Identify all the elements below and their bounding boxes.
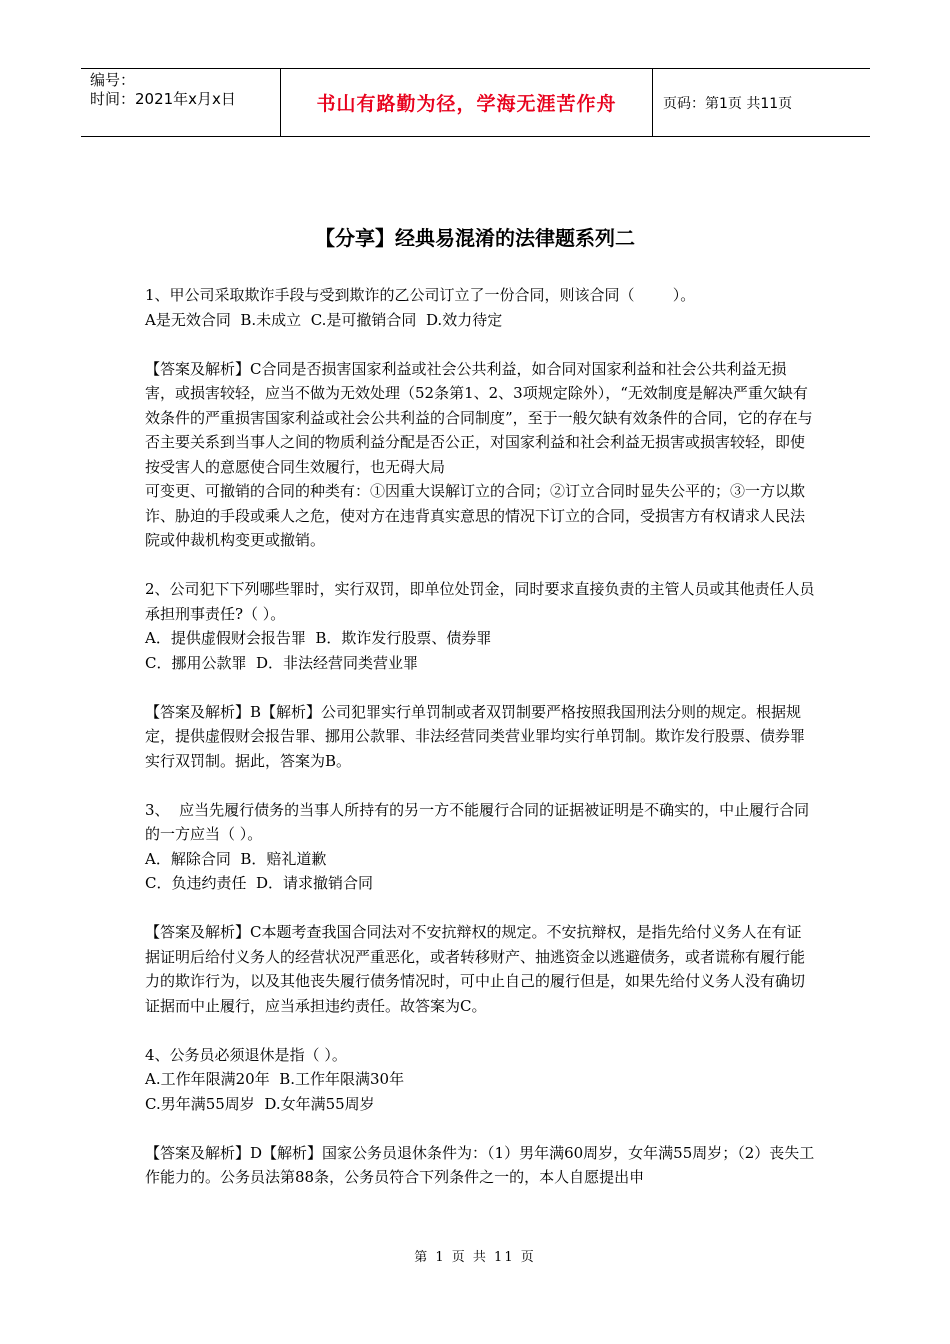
answer-4 <box>145 1141 815 1190</box>
document-body <box>145 283 815 1190</box>
answer-paragraph: 可变更、可撤销的合同的种类有：①因重大误解订立的合同；②订立合同时显失公平的；③一方以欺诈、胁迫的手段或乘人之危，使对方在违背真实意思的情况下订立的合同，受损害方有权请求人民法院或仲裁机构变更或撤销。 <box>145 482 806 549</box>
answer-1 <box>145 357 815 553</box>
question-options: A．解除合同 B．赔礼道歉 <box>145 849 327 868</box>
document-title: 【分享】经典易混淆的法律题系列二 <box>315 226 635 250</box>
question-options: A是无效合同 B.未成立 C.是可撤销合同 D.效力待定 <box>145 310 503 329</box>
question-text: 4、公务员必须退休是指（ ）。 <box>145 1045 347 1064</box>
question-4 <box>145 1043 815 1117</box>
question-2 <box>145 577 815 675</box>
header-motto: 书山有路勤为径，学海无涯苦作舟 <box>281 69 653 136</box>
answer-2 <box>145 700 815 774</box>
page-footer: 第 1 页 共 11 页 <box>414 1250 536 1265</box>
question-options: C．负违约责任 D．请求撤销合同 <box>145 874 374 892</box>
answer-3 <box>145 920 815 1018</box>
question-1 <box>145 283 815 332</box>
question-options: C．挪用公款罪 D．非法经营同类营业罪 <box>145 653 419 672</box>
document-number-label: 编号： <box>90 71 136 89</box>
document-date-label: 时间：2021年x月x日 <box>90 90 236 108</box>
question-text: 1、甲公司采取欺诈手段与受到欺诈的乙公司订立了一份合同，则该合同（ ）。 <box>145 286 696 304</box>
question-text: 2、公司犯下下列哪些罪时，实行双罚，即单位处罚金，同时要求直接负责的主管人员或其他责任人员承担刑事责任?（ ）。 <box>145 580 815 623</box>
answer-paragraph: 【答案及解析】B【解析】公司犯罪实行单罚制或者双罚制要严格按照我国刑法分则的规定。根据规定，提供虚假财会报告罪、挪用公款罪、非法经营同类营业罪均实行单罚制。欺诈发行股票、债券罪实行双罚制。据此，答案为B。 <box>145 702 806 770</box>
question-options: C.男年满55周岁 D.女年满55周岁 <box>145 1094 375 1113</box>
question-3 <box>145 798 815 896</box>
answer-paragraph: 【答案及解析】C合同是否损害国家利益或社会公共利益，如合同对国家利益和社会公共利益无损害，或损害较轻，应当不做为无效处理（52条第1、2、3项规定除外），“无效制度是解决严重欠缺有效条件的严重损害国家利益或社会公共利益的合同制度”，至于一般欠缺有效条件的合同，它的存在与否主要关系到当事人之间的物质利益分配是否公正，对国家利益和社会利益无损害或损害较轻，即使按受害人的意愿使合同生效履行，也无碍大局 <box>145 359 813 476</box>
header-page-info: 页码：第1页 共11页 <box>663 95 793 112</box>
question-options: A．提供虚假财会报告罪 B．欺诈发行股票、债券罪 <box>145 629 492 647</box>
question-options: A.工作年限满20年 B.工作年限满30年 <box>145 1070 405 1088</box>
answer-paragraph: 【答案及解析】D【解析】国家公务员退休条件为：（1）男年满60周岁，女年满55周岁；（2）丧失工作能力的。公务员法第88条，公务员符合下列条件之一的，本人自愿提出申 <box>145 1143 815 1186</box>
question-text: 3、 应当先履行债务的当事人所持有的另一方不能履行合同的证据被证明是不确实的，中止履行合同的一方应当（ ）。 <box>145 800 810 843</box>
header-meta <box>81 69 281 136</box>
answer-paragraph: 【答案及解析】C本题考查我国合同法对不安抗辩权的规定。不安抗辩权，是指先给付义务人在有证据证明后给付义务人的经营状况严重恶化，或者转移财产、抽逃资金以逃避债务，或者谎称有履行能力的欺诈行为，以及其他丧失履行债务情况时，可中止自己的履行但是，如果先给付义务人没有确切证据而中止履行，应当承担违约责任。故答案为C。 <box>145 923 806 1015</box>
page-header <box>81 68 870 137</box>
